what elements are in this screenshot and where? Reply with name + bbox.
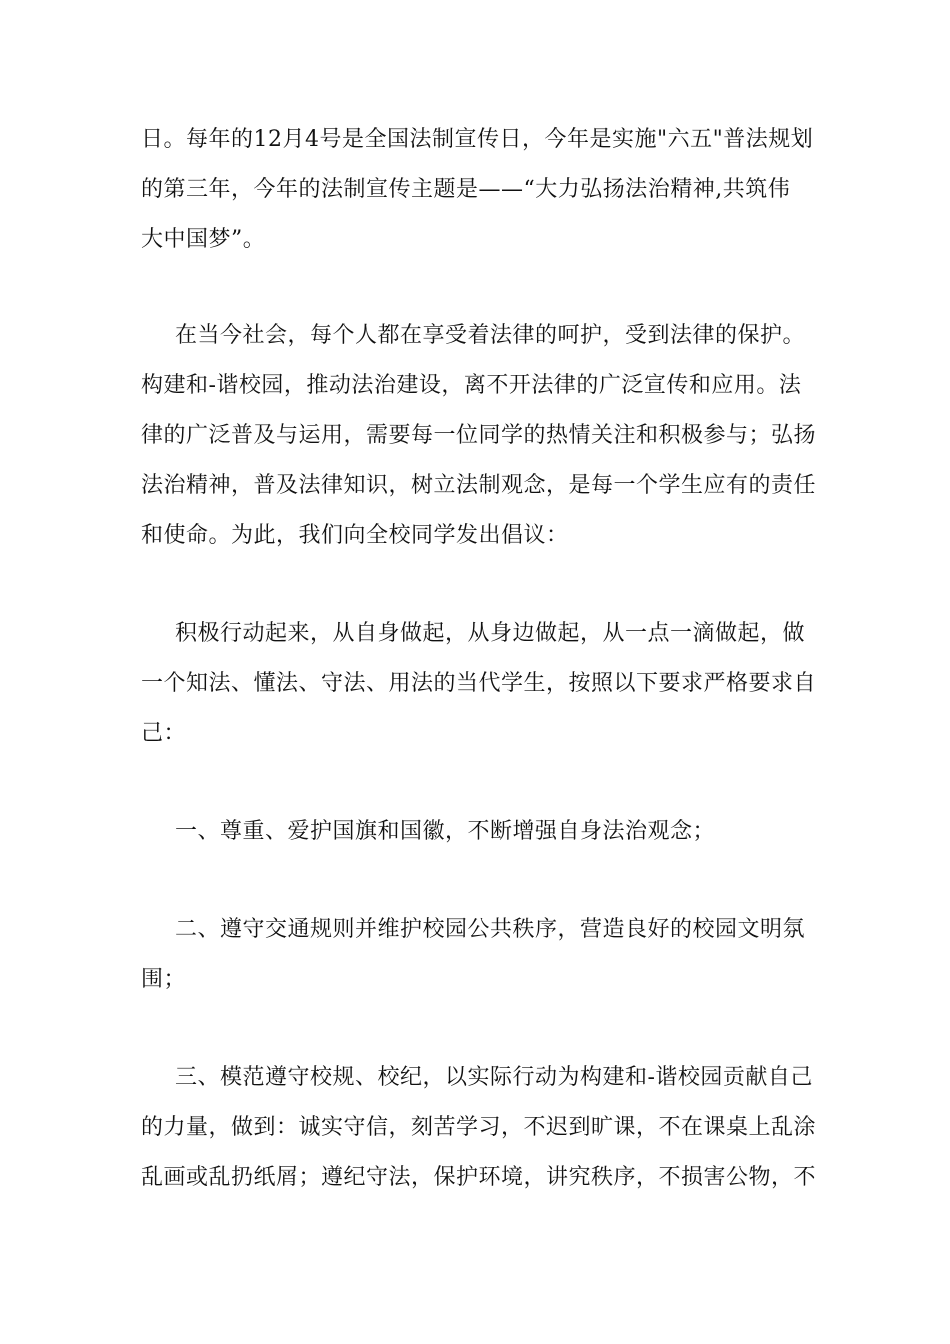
paragraph-3-line-2: 一个知法、懂法、守法、用法的当代学生，按照以下要求严格要求自 <box>141 671 817 696</box>
paragraph-6-line-1: 三、模范遵守校规、校纪，以实际行动为构建和-谐校园贡献自己 <box>175 1065 813 1090</box>
paragraph-2-line-1: 在当今社会，每个人都在享受着法律的呵护，受到法律的保护。 <box>175 323 806 348</box>
paragraph-3-line-3: 己： <box>141 721 187 746</box>
paragraph-1-line-3: 大中国梦”。 <box>141 227 266 252</box>
paragraph-2-line-4: 法治精神，普及法律知识，树立法制观念，是每一个学生应有的责任 <box>141 473 817 498</box>
paragraph-6-line-2: 的力量，做到：诚实守信，刻苦学习，不迟到旷课，不在课桌上乱涂 <box>141 1115 817 1140</box>
paragraph-4-line-1: 一、尊重、爱护国旗和国徽，不断增强自身法治观念； <box>175 819 716 844</box>
paragraph-5-line-2: 围； <box>141 967 187 992</box>
paragraph-2-line-3: 律的广泛普及与运用，需要每一位同学的热情关注和积极参与；弘扬 <box>141 423 817 448</box>
paragraph-2-line-5: 和使命。为此，我们向全校同学发出倡议： <box>141 523 569 548</box>
paragraph-3-line-1: 积极行动起来，从自身做起，从身边做起，从一点一滴做起，做 <box>175 621 806 646</box>
paragraph-1-line-1: 日。每年的12月4号是全国法制宣传日，今年是实施"六五"普法规划 <box>141 127 814 152</box>
paragraph-1-line-2: 的第三年，今年的法制宣传主题是——“大力弘扬法治精神,共筑伟 <box>141 177 791 202</box>
paragraph-2-line-2: 构建和-谐校园，推动法治建设，离不开法律的广泛宣传和应用。法 <box>141 373 802 398</box>
paragraph-6-line-3: 乱画或乱扔纸屑；遵纪守法，保护环境，讲究秩序，不损害公物，不 <box>141 1165 817 1190</box>
paragraph-5-line-1: 二、遵守交通规则并维护校园公共秩序，营造良好的校园文明氛 <box>175 917 806 942</box>
